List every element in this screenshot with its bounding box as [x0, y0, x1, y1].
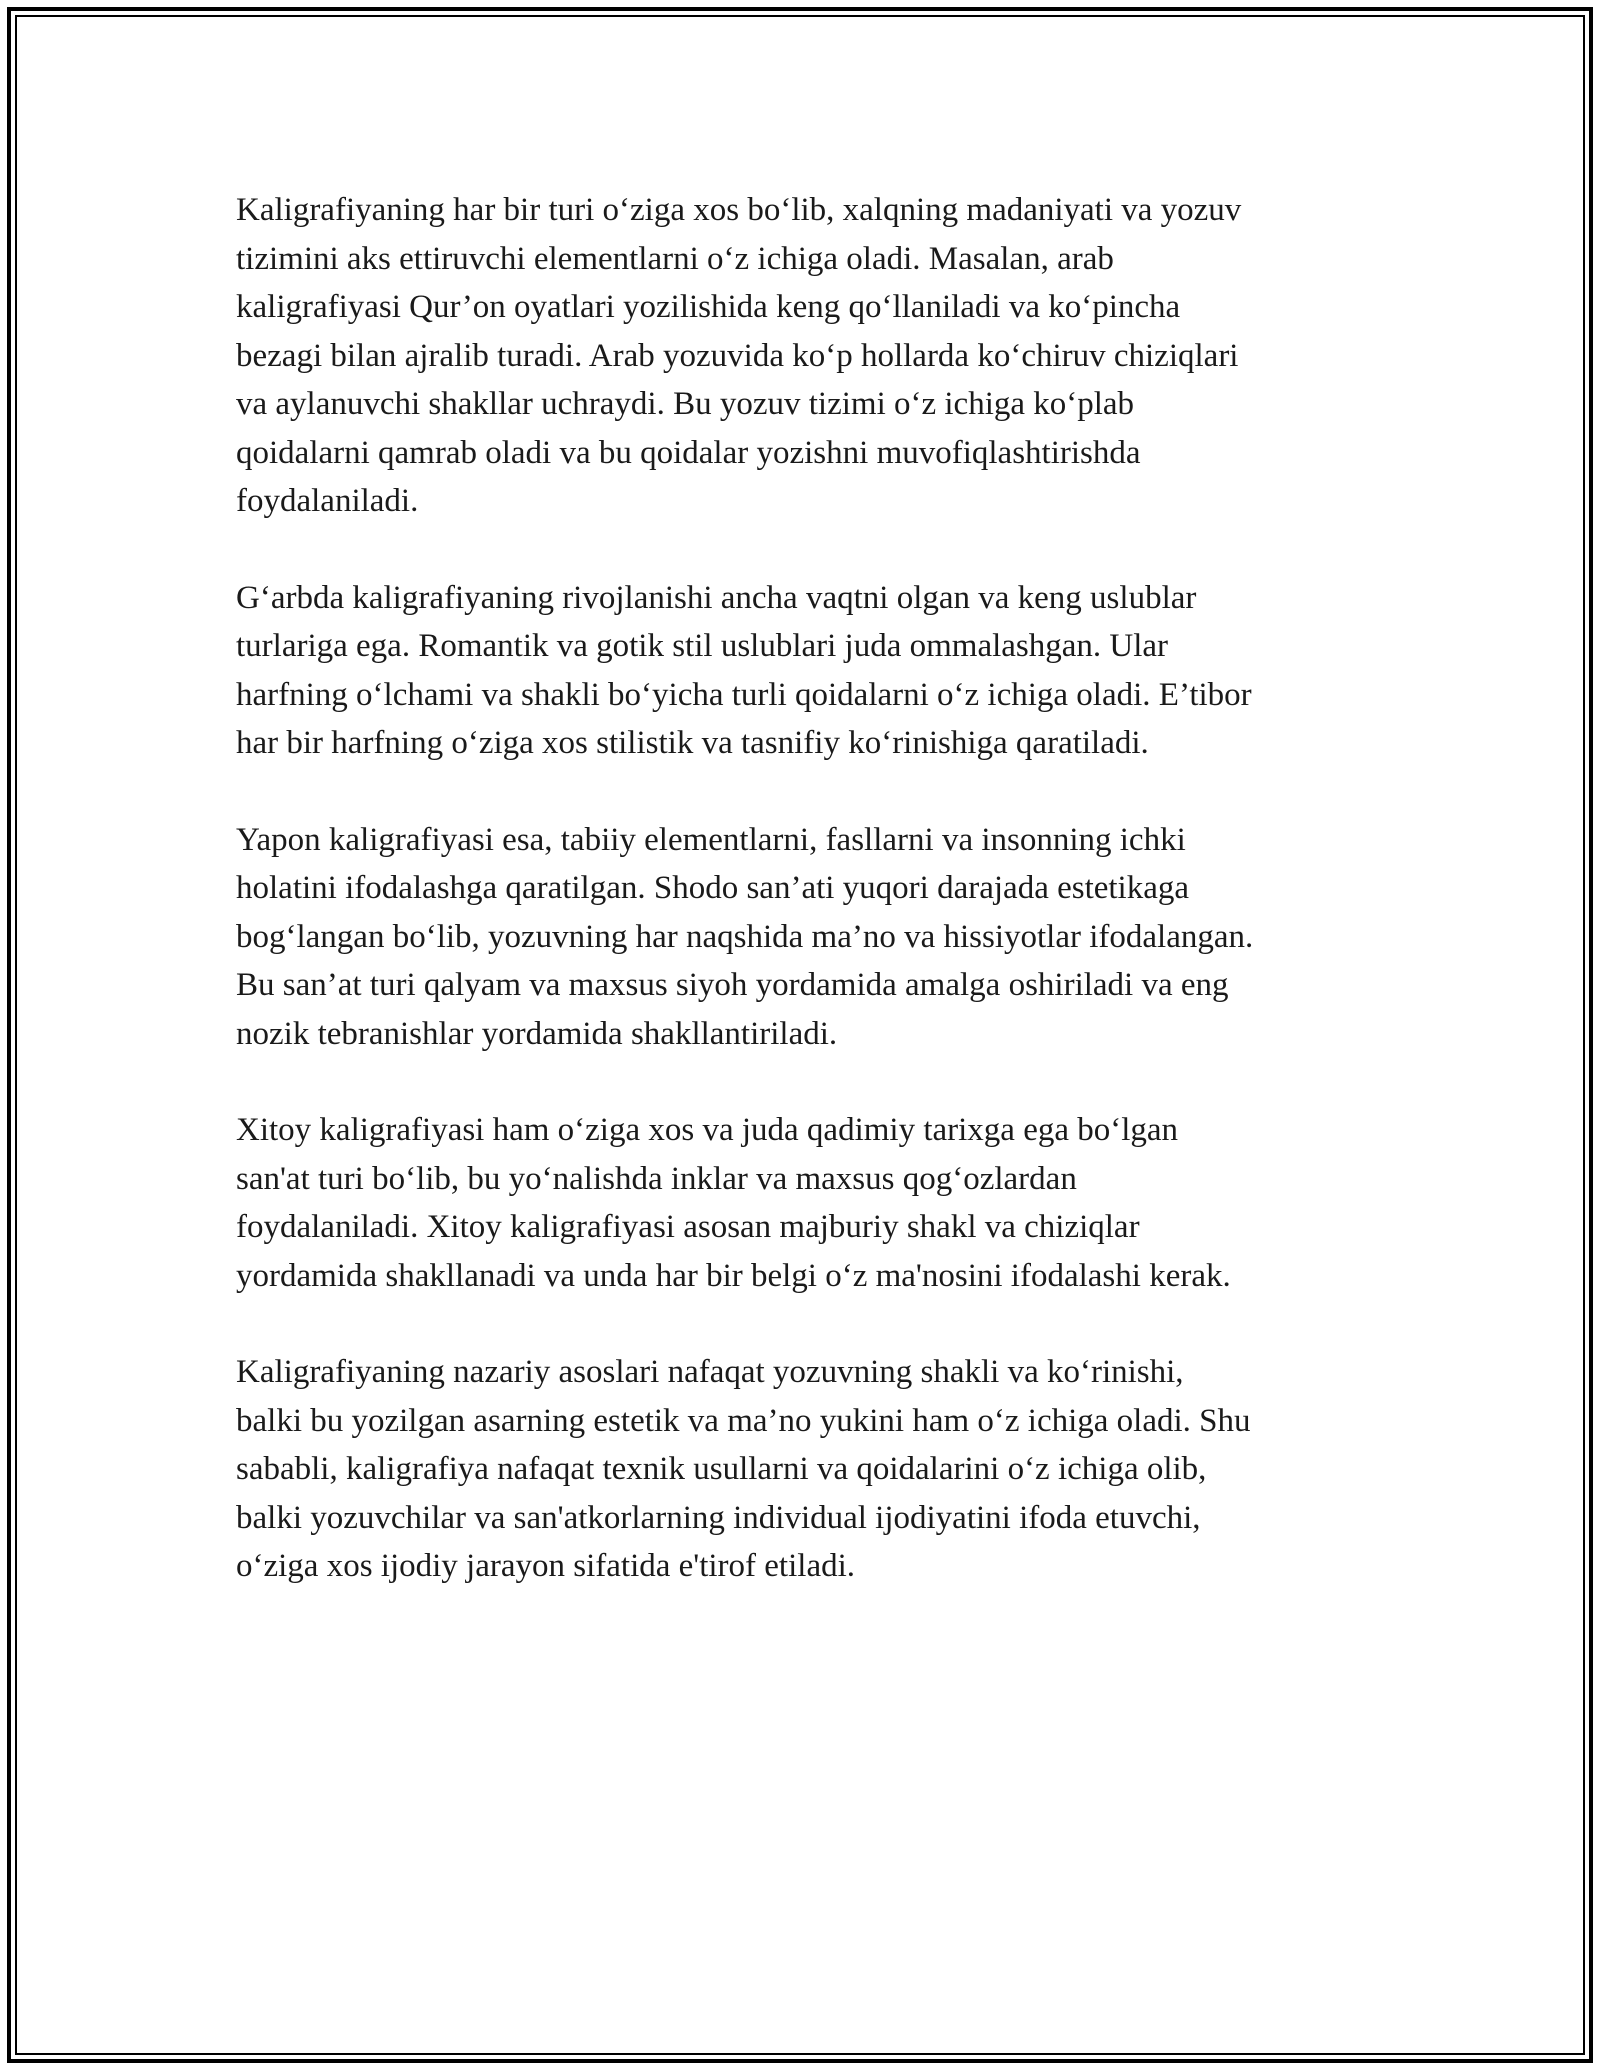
text-line: G‘arbda kaligrafiyaning rivojlanishi ancha vaqtni olgan va keng uslublar	[236, 579, 1197, 616]
text-line: turlariga ega. Romantik va gotik stil uslublari juda ommalashgan. Ular	[236, 628, 1169, 664]
text-line: Xitoy kaligrafiyasi ham o‘ziga xos va juda qadimiy tarixga ega bo‘lgan	[236, 1112, 1179, 1148]
text-line: yordamida shakllanadi va unda har bir belgi o‘z ma'nosini ifodalashi kerak.	[236, 1257, 1231, 1294]
paragraph	[236, 816, 1376, 1059]
text-line: foydalaniladi.	[236, 483, 419, 519]
text-line: har bir harfning o‘ziga xos stilistik va tasnifiy ko‘rinishiga qaratiladi.	[236, 725, 1149, 761]
text-line: va aylanuvchi shakllar uchraydi. Bu yozuv tizimi o‘z ichiga ko‘plab	[236, 386, 1135, 422]
text-line: san'at turi bo‘lib, bu yo‘nalishda inklar va maxsus qog‘ozlardan	[236, 1160, 1077, 1197]
paragraph	[236, 1348, 1376, 1591]
paragraph	[236, 186, 1376, 526]
paragraph	[236, 574, 1376, 768]
text-line: bog‘langan bo‘lib, yozuvning har naqshida ma’no va hissiyotlar ifodalangan.	[236, 918, 1254, 955]
document-body	[236, 186, 1376, 1639]
text-line: holatini ifodalashga qaratilgan. Shodo san’ati yuqori darajada estetikaga	[236, 870, 1190, 906]
text-line: balki yozuvchilar va san'atkorlarning individual ijodiyatini ifoda etuvchi,	[236, 1499, 1201, 1536]
text-line: harfning o‘lchami va shakli bo‘yicha turli qoidalarni o‘z ichiga oladi. E’tibor	[236, 676, 1252, 713]
text-line: nozik tebranishlar yordamida shakllantiriladi.	[236, 1015, 838, 1052]
text-line: o‘ziga xos ijodiy jarayon sifatida e'tirof etiladi.	[236, 1548, 856, 1584]
text-line: tizimini aks ettiruvchi elementlarni o‘z ichiga oladi. Masalan, arab	[236, 240, 1114, 277]
text-line: qoidalarni qamrab oladi va bu qoidalar yozishni muvofiqlashtirishda	[236, 434, 1141, 471]
text-line: sababli, kaligrafiya nafaqat texnik usullarni va qoidalarini o‘z ichiga olib,	[236, 1451, 1207, 1487]
text-line: Kaligrafiyaning nazariy asoslari nafaqat yozuvning shakli va ko‘rinishi,	[236, 1354, 1184, 1390]
text-line: bezagi bilan ajralib turadi. Arab yozuvida ko‘p hollarda ko‘chiruv chiziqlari	[236, 337, 1239, 374]
text-line: kaligrafiyasi Qur’on oyatlari yozilishida keng qo‘llaniladi va ko‘pincha	[236, 289, 1181, 325]
text-line: Yapon kaligrafiyasi esa, tabiiy elementlarni, fasllarni va insonning ichki	[236, 821, 1186, 858]
text-line: balki bu yozilgan asarning estetik va ma’no yukini ham o‘z ichiga oladi. Shu	[236, 1402, 1251, 1439]
text-line: foydalaniladi. Xitoy kaligrafiyasi asosan majburiy shakl va chiziqlar	[236, 1209, 1140, 1245]
text-line: Kaligrafiyaning har bir turi o‘ziga xos bo‘lib, xalqning madaniyati va yozuv	[236, 192, 1242, 228]
paragraph	[236, 1106, 1376, 1300]
text-line: Bu san’at turi qalyam va maxsus siyoh yordamida amalga oshiriladi va eng	[236, 967, 1229, 1003]
